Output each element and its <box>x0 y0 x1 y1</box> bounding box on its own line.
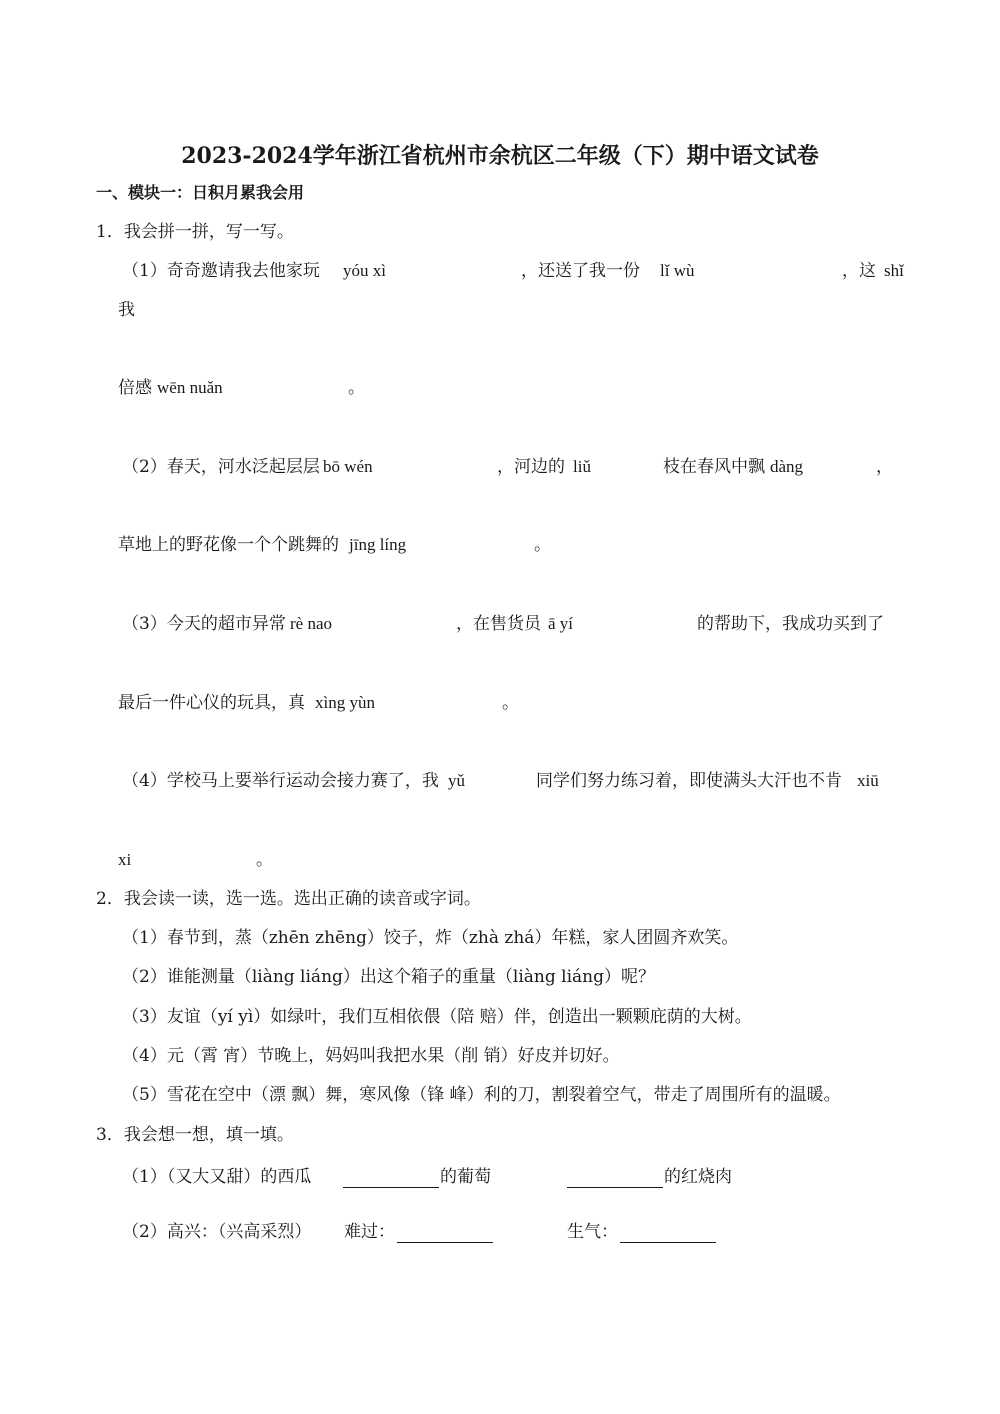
q3-item2-text-a: （2）高兴：（兴高采烈） <box>122 1222 312 1242</box>
q3-item2-blank-2[interactable] <box>620 1224 716 1243</box>
q1-item2-text-b: ，河边的 <box>497 457 565 477</box>
q1-item4-text-c: 。 <box>256 850 273 870</box>
q1-item3-text-a: （3）今天的超市异常 <box>122 614 286 634</box>
page-title: 2023-2024学年浙江省杭州市余杭区二年级（下）期中语文试卷 <box>181 143 819 169</box>
q3-item2-text-b: 难过： <box>344 1222 395 1242</box>
question-1-stem: 1．我会拼一拼，写一写。 <box>96 222 294 242</box>
q1-item4-text-b: 同学们努力练习着，即使满头大汗也不肯 <box>536 771 842 791</box>
q1-item2-text-a: （2）春天，河水泛起层层 <box>122 457 320 477</box>
q1-item1-pinyin-3: shǐ <box>884 261 904 280</box>
q1-item1-text-f: 。 <box>348 378 365 398</box>
q1-item4-pinyin-2: xiū <box>857 771 879 790</box>
q1-item2-text-d: ， <box>876 457 893 477</box>
q1-item1-text-e: 倍感 <box>118 378 152 398</box>
q1-item2-pinyin-3: dàng <box>770 457 804 476</box>
question-2-stem: 2．我会读一读，选一选。选出正确的读音或字词。 <box>96 889 481 909</box>
q1-item1-pinyin-4: wēn nuǎn <box>157 378 223 397</box>
q1-item3-pinyin-2: ā yí <box>548 614 574 633</box>
q1-item4-pinyin-1: yǔ <box>448 771 465 790</box>
q1-item3-text-b: ，在售货员 <box>456 614 541 634</box>
q3-item1-text-b: 的葡萄 <box>440 1167 491 1187</box>
q1-item4-text-a: （4）学校马上要举行运动会接力赛了，我 <box>122 771 439 791</box>
q2-item: （3）友谊（yí yì）如绿叶，我们互相依偎（陪 赔）伴，创造出一颗颗庇荫的大树。 <box>122 1007 752 1027</box>
q1-item2-pinyin-2: liǔ <box>573 457 591 476</box>
q3-item2-text-c: 生气： <box>567 1222 618 1242</box>
q1-item3-text-d: 最后一件心仪的玩具，真 <box>118 693 305 713</box>
q3-item2-blank-1[interactable] <box>397 1224 493 1243</box>
q3-item1-text-a: （1）（又大又甜）的西瓜 <box>122 1167 312 1187</box>
q2-item: （4）元（霄 宵）节晚上，妈妈叫我把水果（削 销）好皮并切好。 <box>122 1046 620 1066</box>
q1-item3-text-c: 的帮助下，我成功买到了 <box>697 614 884 634</box>
q1-item1-text-c: ，这 <box>842 261 876 281</box>
q1-item1-text-b: ，还送了我一份 <box>521 261 640 281</box>
q1-item2-text-c: 枝在春风中飘 <box>663 457 765 477</box>
q2-item: （5）雪花在空中（漂 飘）舞，寒风像（锋 峰）利的刀，割裂着空气，带走了周围所有的温暖。 <box>122 1085 841 1105</box>
q2-item: （2）谁能测量（liàng liáng）出这个箱子的重量（liàng liáng）呢？ <box>122 967 655 987</box>
q1-item1-pinyin-1: yóu xì <box>343 261 386 280</box>
q1-item3-pinyin-3: xìng yùn <box>315 693 375 712</box>
q1-item2-text-f: 。 <box>534 535 551 555</box>
q1-item2-pinyin-1: bō wén <box>323 457 373 476</box>
q1-item1-text-a: （1）奇奇邀请我去他家玩 <box>122 261 320 281</box>
q1-item3-text-e: 。 <box>502 693 519 713</box>
q3-item1-blank-1[interactable] <box>343 1169 439 1188</box>
section-heading: 一、模块一：日积月累我会用 <box>96 183 305 202</box>
q1-item1-pinyin-2: lǐ wù <box>660 261 695 280</box>
q1-item1-text-d: 我 <box>118 300 135 320</box>
q3-item1-text-c: 的红烧肉 <box>664 1167 732 1187</box>
q1-item4-pinyin-2b: xi <box>118 850 132 869</box>
q3-item1-blank-2[interactable] <box>567 1169 663 1188</box>
q1-item2-pinyin-4: jīng líng <box>349 535 407 554</box>
q1-item2-text-e: 草地上的野花像一个个跳舞的 <box>118 535 339 555</box>
q1-item3-pinyin-1: rè nao <box>290 614 333 633</box>
q2-item: （1）春节到，蒸（zhēn zhēng）饺子，炸（zhà zhá）年糕，家人团圆齐欢笑。 <box>122 928 739 948</box>
question-3-stem: 3．我会想一想，填一填。 <box>96 1125 294 1145</box>
